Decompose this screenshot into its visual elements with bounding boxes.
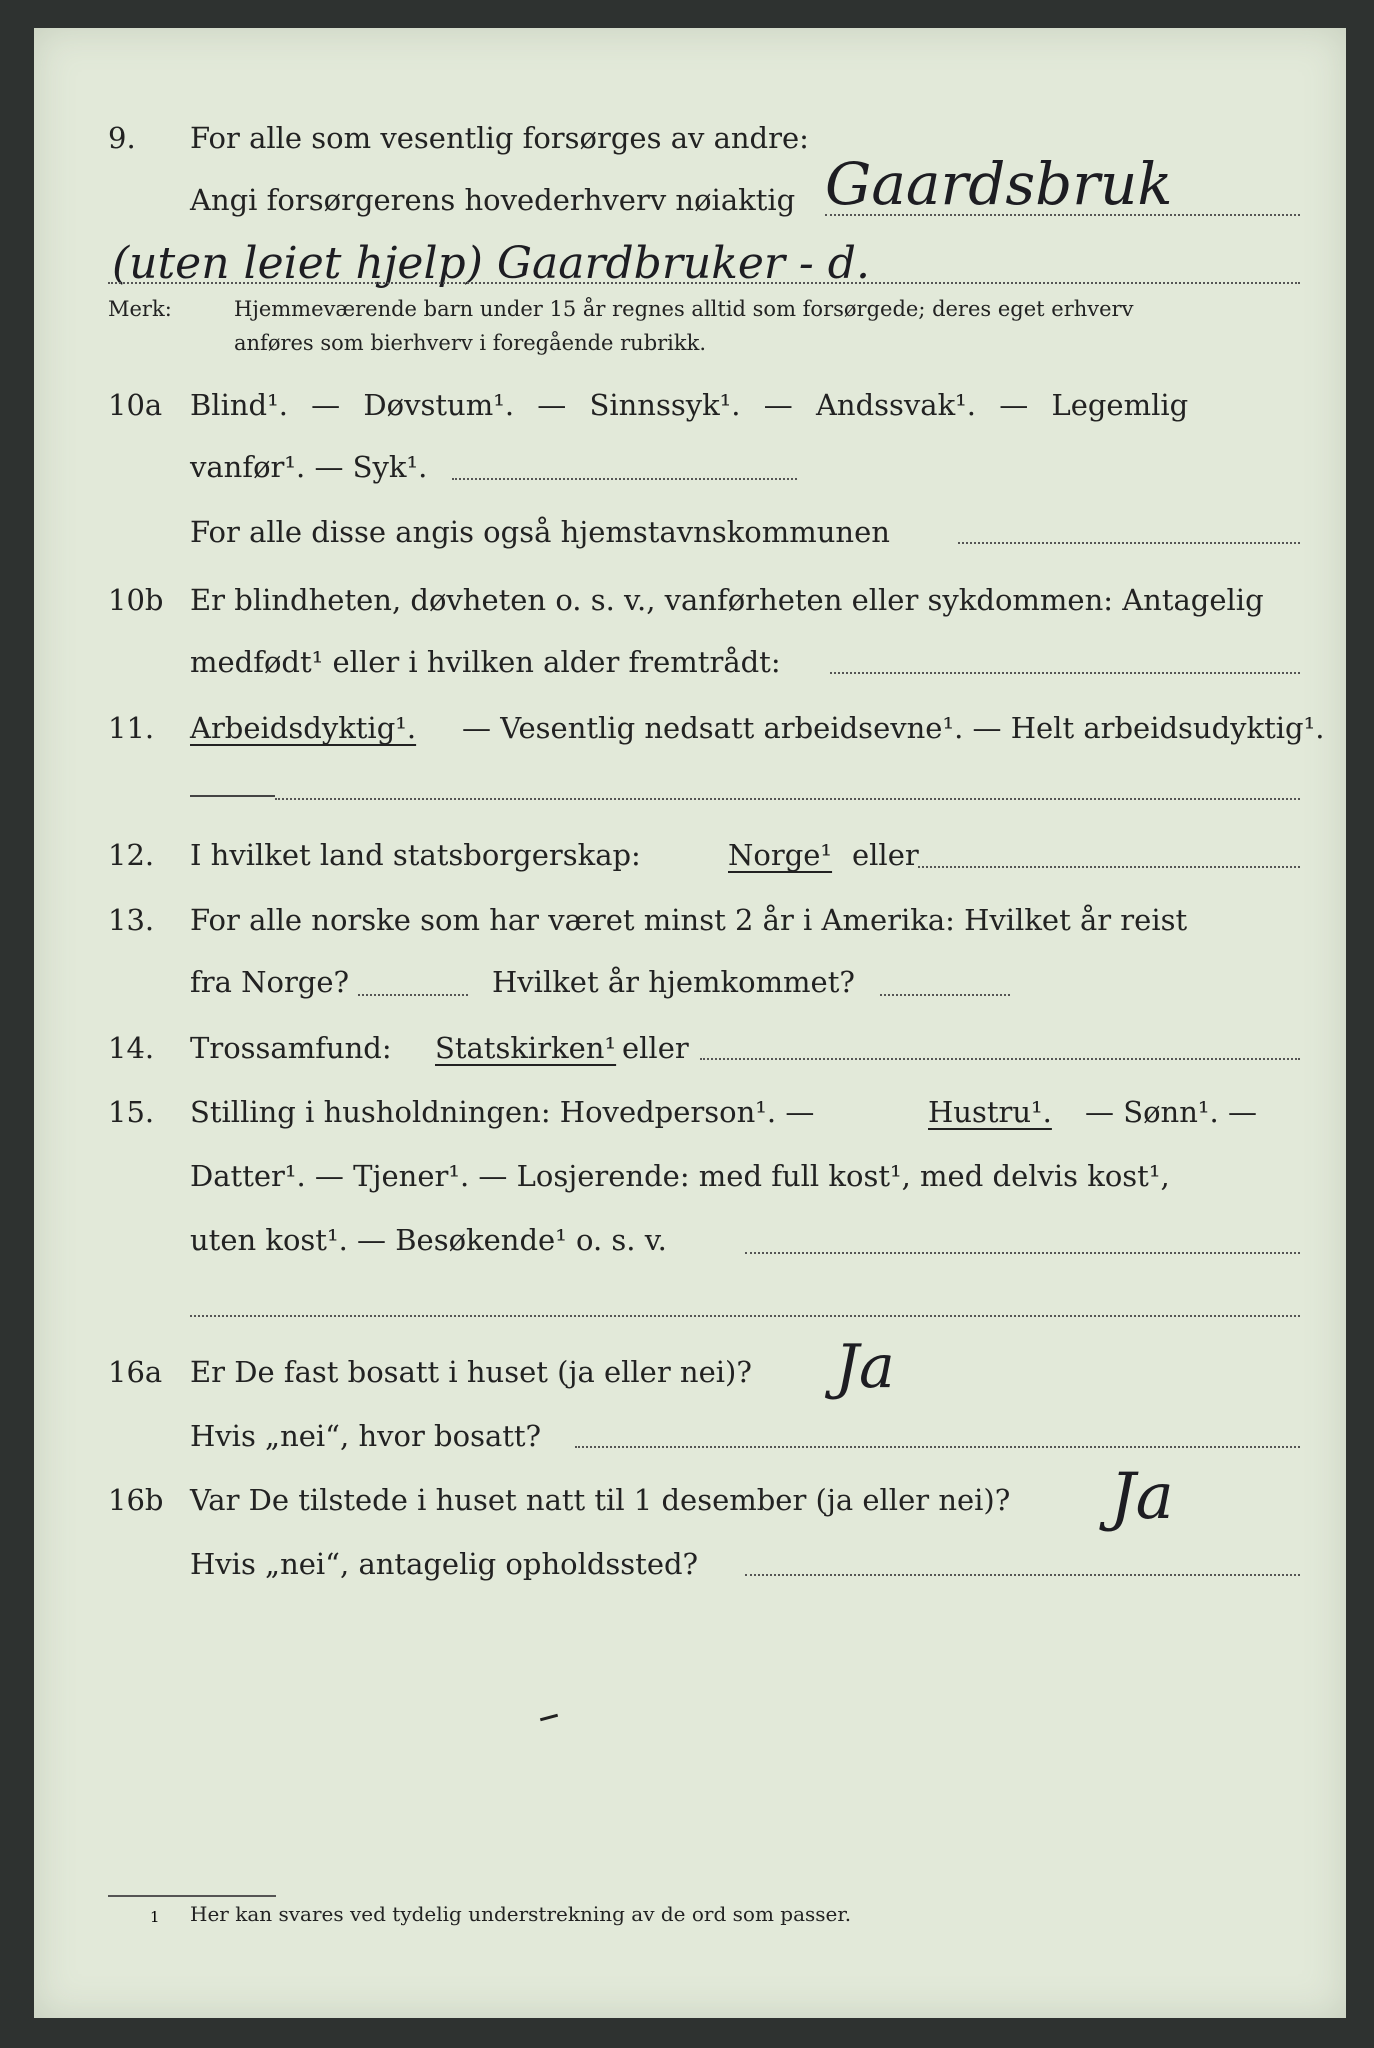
- question-16b-line2: [0, 1544, 1374, 1584]
- question-15-answer-line-2: [190, 1315, 1300, 1317]
- question-9-text: For alle som vesentlig forsørges av andre:: [190, 121, 809, 155]
- question-16b-text: Var De tilstede i huset natt til 1 desember (ja eller nei)?: [190, 1483, 1011, 1517]
- question-9-answer-line: [825, 214, 1300, 216]
- question-14-number: 14.: [108, 1031, 155, 1065]
- question-14-answer-line: [700, 1058, 1300, 1060]
- question-10a-line2: [0, 447, 1374, 487]
- footnote-rule: [108, 1895, 276, 1897]
- census-form-page: [34, 28, 1346, 2018]
- question-11-text: — Vesentlig nedsatt arbeidsevne¹. — Helt arbeidsudyktig¹.: [462, 711, 1325, 745]
- question-16b-prompt: Hvis „nei“, antagelig opholdssted?: [190, 1547, 699, 1581]
- question-10a-home-municipality: For alle disse angis også hjemstavnskommunen: [190, 515, 890, 549]
- question-14-text: Trossamfund:: [190, 1031, 392, 1065]
- question-15-text-2: — Sønn¹. —: [1085, 1095, 1257, 1129]
- question-15-number: 15.: [108, 1095, 155, 1129]
- question-15-line3: [0, 1220, 1374, 1260]
- question-14-or: eller: [622, 1031, 689, 1065]
- question-13-return-line: [880, 994, 1010, 996]
- question-10a: [0, 385, 1374, 425]
- footnote-mark: 1: [150, 1908, 160, 1926]
- question-10a-text: Blind¹. — Døvstum¹. — Sinnssyk¹. — Andssvak¹. — Legemlig: [190, 388, 1189, 422]
- question-16a-number: 16a: [108, 1355, 163, 1389]
- question-12-option-norway: Norge¹: [728, 838, 833, 872]
- question-14-option-state-church: Statskirken¹: [435, 1031, 617, 1065]
- question-10b-answer-line: [830, 672, 1300, 674]
- question-10b-prompt: medfødt¹ eller i hvilken alder fremtrådt:: [190, 645, 781, 679]
- question-15-options: Datter¹. — Tjener¹. — Losjerende: med full kost¹, med delvis kost¹,: [190, 1159, 1170, 1193]
- question-10b-number: 10b: [108, 583, 164, 617]
- question-13-return: Hvilket år hjemkommet?: [492, 965, 855, 999]
- question-15-answer-line: [745, 1252, 1300, 1254]
- question-10a-number: 10a: [108, 388, 163, 422]
- question-16a-answer-line: [575, 1446, 1300, 1448]
- question-12-number: 12.: [108, 838, 155, 872]
- question-10a-municipality-line: [958, 542, 1300, 544]
- question-13-line2: [0, 962, 1374, 1002]
- question-10a-line3: [0, 512, 1374, 552]
- question-15-option-wife: Hustru¹.: [928, 1095, 1052, 1129]
- question-10b-text: Er blindheten, døvheten o. s. v., vanførheten eller sykdommen: Antagelig: [190, 583, 1264, 617]
- question-13-departure: fra Norge?: [190, 965, 350, 999]
- question-9-handwritten-answer-2: (uten leiet hjelp) Gaardbruker - d.: [112, 238, 870, 289]
- question-10a-options: vanfør¹. — Syk¹.: [190, 450, 428, 484]
- question-16a-handwritten-answer: Ja: [835, 1332, 895, 1402]
- question-10b-line2: [0, 642, 1374, 682]
- question-10b: [0, 580, 1374, 620]
- question-11-answer-stroke: [190, 795, 275, 797]
- question-11-number: 11.: [108, 711, 155, 745]
- question-12-or: eller: [852, 838, 919, 872]
- question-16a-text: Er De fast bosatt i huset (ja eller nei)?: [190, 1355, 752, 1389]
- note: [0, 294, 1374, 324]
- question-9-handwritten-answer: Gaardsbruk: [825, 150, 1173, 218]
- question-9-number: 9.: [108, 121, 136, 155]
- question-12-answer-line: [918, 866, 1300, 868]
- question-15-options-2: uten kost¹. — Besøkende¹ o. s. v.: [190, 1223, 667, 1257]
- question-13-text: For alle norske som har været minst 2 år i Amerika: Hvilket år reist: [190, 903, 1188, 937]
- question-11-answer-line: [275, 798, 1300, 800]
- question-16a-prompt: Hvis „nei“, hvor bosatt?: [190, 1419, 542, 1453]
- note-2: [0, 328, 1374, 358]
- question-16b-answer-line: [745, 1574, 1300, 1576]
- note-text-1: Hjemmeværende barn under 15 år regnes alltid som forsørgede; deres eget erhverv: [234, 297, 1134, 321]
- question-13-number: 13.: [108, 903, 155, 937]
- question-13: [0, 900, 1374, 940]
- question-10a-answer-line: [452, 478, 797, 480]
- question-13-departure-line: [358, 994, 468, 996]
- question-11-option-able: Arbeidsdyktig¹.: [190, 711, 417, 745]
- question-15: [0, 1092, 1374, 1132]
- question-16a: [0, 1352, 1374, 1392]
- question-14: [0, 1028, 1374, 1068]
- note-text-2: anføres som bierhverv i foregående rubrikk.: [234, 331, 707, 355]
- note-label: Merk:: [108, 297, 172, 321]
- question-12: [0, 835, 1374, 875]
- question-16b-handwritten-answer: Ja: [1110, 1460, 1174, 1534]
- question-12-text: I hvilket land statsborgerskap:: [190, 838, 641, 872]
- question-9-prompt: Angi forsørgerens hovederhverv nøiaktig: [190, 183, 796, 217]
- question-15-line2: [0, 1156, 1374, 1196]
- footnote-text: Her kan svares ved tydelig understrekning av de ord som passer.: [190, 1902, 852, 1926]
- question-16b-number: 16b: [108, 1483, 164, 1517]
- question-16a-line2: [0, 1416, 1374, 1456]
- question-11: [0, 708, 1374, 748]
- question-9-answer-line-2: [108, 282, 1300, 284]
- question-15-text: Stilling i husholdningen: Hovedperson¹. —: [190, 1095, 815, 1129]
